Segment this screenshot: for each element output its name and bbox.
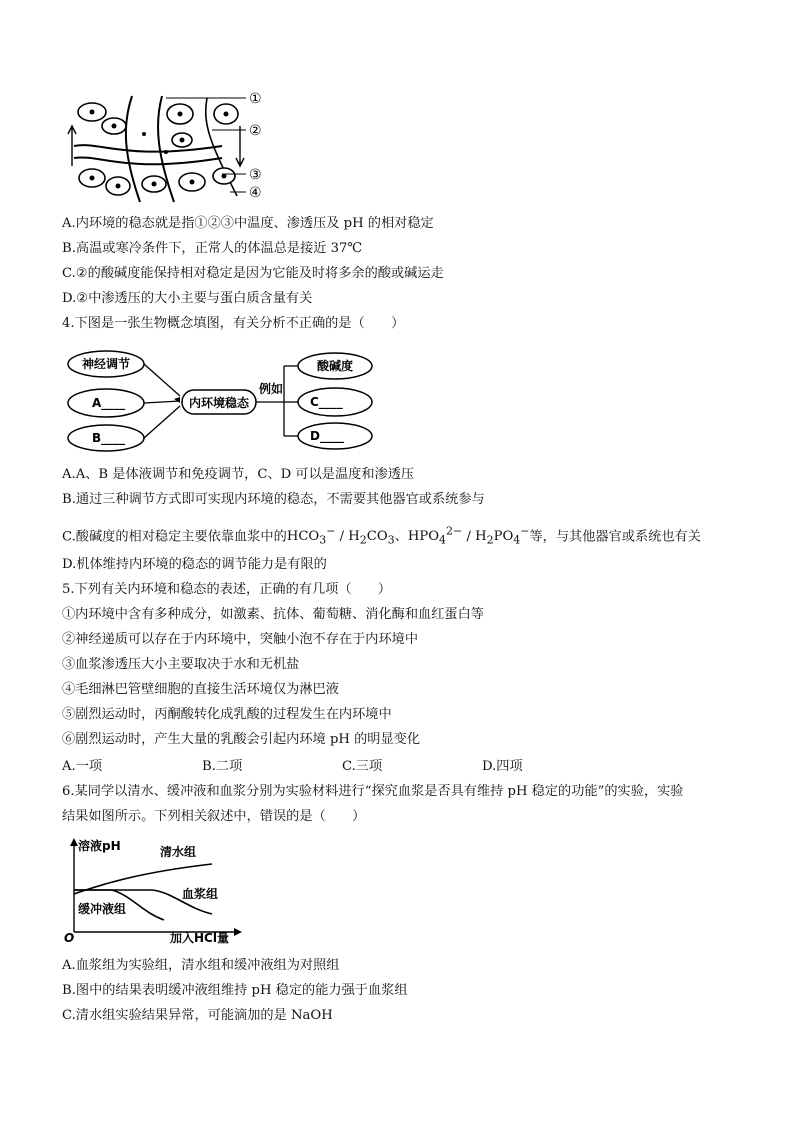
concept-map xyxy=(62,346,392,456)
q4-option-c-post: 等，与其他器官或系统也有关 xyxy=(529,529,701,545)
label-for-example: 例如 xyxy=(259,382,284,396)
q4-option-a: A.A、B 是体液调节和免疫调节，C、D 可以是温度和渗透压 xyxy=(62,467,415,482)
node-ph: 酸碱度 xyxy=(317,359,354,373)
label-1: ① xyxy=(249,91,262,107)
q3-option-c: C.②的酸碱度能保持相对稳定是因为它能及时将多余的酸或碱运走 xyxy=(62,266,444,281)
node-a: A____ xyxy=(92,396,126,410)
q6-option-b: B.图中的结果表明缓冲液组维持 pH 稳定的能力强于血浆组 xyxy=(62,983,408,998)
q3-option-d: D.②中渗透压的大小主要与蛋白质含量有关 xyxy=(62,291,313,306)
q4-option-c-pre: C.酸碱度的相对稳定主要依靠血浆中的 xyxy=(62,529,287,545)
q6-option-c: C.清水组实验结果异常，可能滴加的是 NaOH xyxy=(62,1008,333,1023)
label-2: ② xyxy=(249,123,262,139)
q5-item-2: ②神经递质可以存在于内环境中，突触小泡不存在于内环境中 xyxy=(62,632,419,647)
q4-option-c xyxy=(62,523,701,550)
series-buffer-label: 缓冲液组 xyxy=(78,902,127,916)
ph-chart xyxy=(62,836,252,946)
q5-stem: 5.下列有关内环境和稳态的表述，正确的有几项（ ） xyxy=(62,582,392,597)
chart-xlabel: 加入HCl量 xyxy=(170,931,229,945)
q5-item-6: ⑥剧烈运动时，产生大量的乳酸会引起内环境 pH 的明显变化 xyxy=(62,732,421,747)
buffer-pair-formula: $HCO_3^- / H_2CO_3$、$HPO_4^{2-} / H_2PO_4^-$ xyxy=(286,525,530,548)
label-4: ④ xyxy=(249,185,262,201)
node-neural-regulation: 神经调节 xyxy=(82,357,131,371)
q5-choice-b: B.二项 xyxy=(202,759,243,774)
q3-option-a: A.内环境的稳态就是指①②③中温度、渗透压及 pH 的相对稳定 xyxy=(62,216,434,231)
q3-option-b: B.高温或寒冷条件下，正常人的体温总是接近 37℃ xyxy=(62,241,363,256)
node-b: B____ xyxy=(92,431,126,445)
q5-choice-a: A.一项 xyxy=(62,759,103,774)
q4-stem: 4.下图是一张生物概念填图，有关分析不正确的是（ ） xyxy=(62,316,405,331)
node-c: C____ xyxy=(310,395,343,409)
q6-stem-line1: 6.某同学以清水、缓冲液和血浆分别为实验材料进行“探究血浆是否具有维持 pH 稳定的功能”的实验，实验 xyxy=(62,784,684,799)
chart-origin: O xyxy=(64,931,75,945)
label-3: ③ xyxy=(249,167,262,183)
q4-option-b: B.通过三种调节方式即可实现内环境的稳态，不需要其他器官或系统参与 xyxy=(62,492,485,507)
series-water-label: 清水组 xyxy=(160,845,197,859)
q4-option-d: D.机体维持内环境的稳态的调节能力是有限的 xyxy=(62,557,327,572)
q5-item-1: ①内环境中含有多种成分，如激素、抗体、葡萄糖、消化酶和血红蛋白等 xyxy=(62,607,484,622)
node-homeostasis: 内环境稳态 xyxy=(189,396,250,410)
tissue-cell-figure xyxy=(62,86,277,206)
q5-item-5: ⑤剧烈运动时，丙酮酸转化成乳酸的过程发生在内环境中 xyxy=(62,707,392,722)
chart-ylabel: 溶液pH xyxy=(78,839,121,853)
q5-choice-c: C.三项 xyxy=(342,759,383,774)
q5-choice-d: D.四项 xyxy=(482,759,523,774)
q6-stem-line2: 结果如图所示。下列相关叙述中，错误的是（ ） xyxy=(62,809,366,824)
q5-item-4: ④毛细淋巴管壁细胞的直接生活环境仅为淋巴液 xyxy=(62,682,339,697)
series-plasma-label: 血浆组 xyxy=(182,887,219,901)
q6-option-a: A.血浆组为实验组，清水组和缓冲液组为对照组 xyxy=(62,958,340,973)
node-d: D____ xyxy=(310,429,344,443)
q5-item-3: ③血浆渗透压大小主要取决于水和无机盐 xyxy=(62,657,300,672)
